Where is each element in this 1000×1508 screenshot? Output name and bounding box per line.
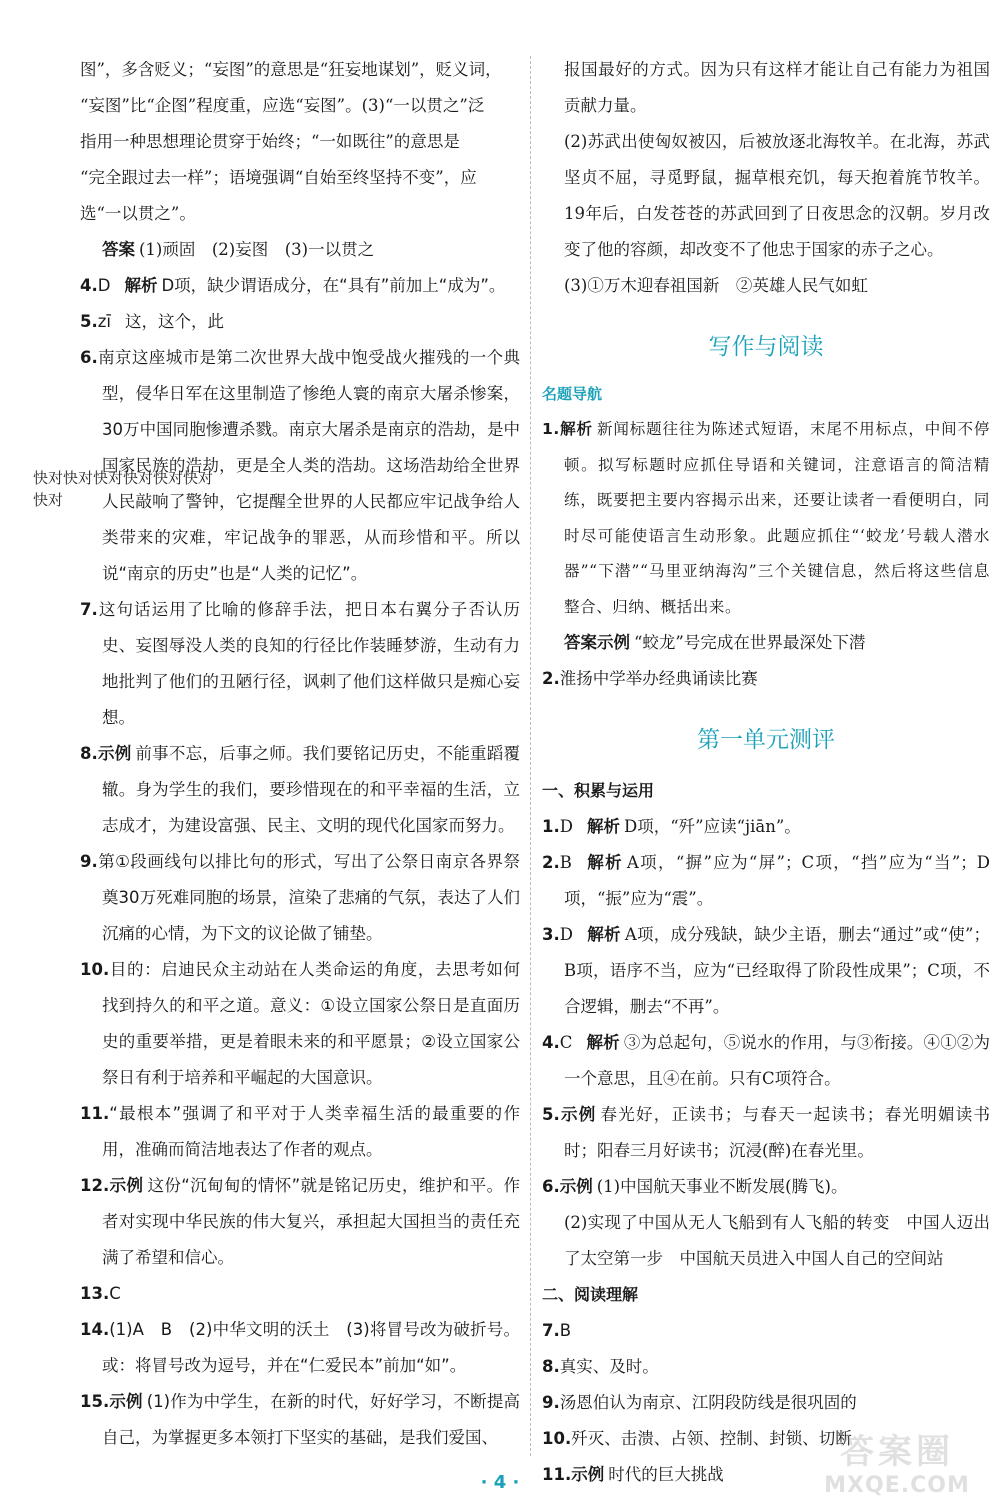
list-item [80, 1276, 520, 1312]
item-number: 4. [80, 276, 98, 295]
item-text: 南京这座城市是第二次世界大战中饱受战火摧残的一个典型，侵华日军在这里制造了惨绝人寰的南京大屠杀惨案，30万中国同胞惨遭杀戮。南京大屠杀是南京的浩劫，是中国家民族的浩劫，更是全人类的浩劫。这场浩劫给全世界人民敲响了警钟，它提醒全世界的人民都应牢记战争给人类带来的灾难，牢记战争的罪恶，从而珍惜和平。所以说“南京的历史”也是“人类的记忆”。 [97, 348, 520, 583]
list-item [542, 1169, 990, 1205]
answer-label: 答案 [102, 240, 135, 259]
item-number: 15. [80, 1392, 110, 1411]
item6-sub: (2)实现了中国从无人飞船到有人飞船的转变 中国人迈出了太空第一步 中国航天员进入中国人自己的空间站 [564, 1213, 990, 1268]
item-label: 示例 [109, 1392, 143, 1411]
item-text: 真实、及时。 [559, 1357, 659, 1376]
item-label: 解析 [586, 1033, 620, 1052]
item-text: 第①段画线句以排比句的形式，写出了公祭日南京各界祭奠30万死难同胞的场景，渲染了悲痛的气氛，表达了人们沉痛的心情，为下文的议论做了铺垫。 [97, 852, 520, 943]
item-answer-choice: D [97, 276, 111, 295]
item-text: 歼灭、击溃、占领、控制、封锁、切断 [571, 1429, 852, 1448]
continuation-15-3: (3)①万木迎春祖国新 ②英雄人民气如虹 [564, 276, 868, 295]
list-item [80, 592, 520, 736]
item-text: 这，这个，此 [125, 312, 224, 331]
item-answer-choice: C [109, 1284, 121, 1303]
overlay-text: 快对快对快对快对快对快对快对 [33, 469, 214, 509]
item-label: 示例 [559, 1105, 597, 1124]
item-number: 1. [542, 817, 560, 836]
item-text: 汤恩伯认为南京、江阴段防线是很巩固的 [559, 1393, 857, 1412]
part1-title: 一、积累与运用 [542, 781, 655, 800]
analysis-label: 解析 [559, 420, 593, 438]
item-number: 10. [542, 1429, 572, 1448]
item-number: 4. [542, 1033, 560, 1052]
q2-text: 淮扬中学举办经典诵读比赛 [559, 669, 758, 688]
list-item [542, 1385, 990, 1421]
intro-line: 选“一以贯之”。 [80, 204, 196, 223]
list-item [542, 809, 990, 845]
right-items [542, 809, 990, 1205]
item-number: 7. [542, 1321, 560, 1340]
item-answer-choice: B [559, 1321, 572, 1340]
item-number: 11. [542, 1465, 572, 1484]
list-item [542, 1025, 990, 1097]
list-item [542, 1097, 990, 1169]
subhead-famous-questions: 名题导航 [542, 385, 603, 403]
item-number: 6. [80, 348, 98, 367]
item-text: D项，“歼”应读“jiān”。 [623, 817, 801, 836]
q1-text: 新闻标题往往为陈述式短语，末尾不用标点，中间不停顿。拟写标题时应抓住导语和关键词，注意语言的简洁精练，既要把主要内容揭示出来，还要让读者一看便明白，同时尽可能使语言生动形象。此题应抓住“‘蛟龙’号载人潜水器”“下潜”“马里亚纳海沟”三个关键信息，然后将这些信息整合、归纳、概括出来。 [564, 420, 991, 616]
item-label: 解析 [586, 925, 621, 944]
list-item [542, 917, 990, 1025]
item-text: 目的：启迪民众主动站在人类命运的角度，去思考如何找到持久的和平之道。意义：①设立国家公祭日是直面历史的重要举措，更是着眼未来的和平愿景；②设立国家公祭日有利于培养和平崛起的大国意识。 [102, 960, 520, 1087]
item-label: 解析 [585, 853, 623, 872]
item-number: 13. [80, 1284, 110, 1303]
list-item [80, 340, 520, 592]
item-text: D项，缺少谓语成分，在“具有”前加上“成为”。 [161, 276, 506, 295]
left-column [80, 52, 520, 1456]
intro-line: “妄图”比“企图”程度重，应选“妄图”。(3)“一以贯之”泛 [80, 96, 485, 115]
item-answer-choice: D [559, 925, 573, 944]
item-label: 示例 [97, 744, 132, 763]
list-item [542, 845, 990, 917]
right-column [542, 52, 990, 1493]
list-item [80, 304, 520, 340]
watermark-logo [802, 1424, 992, 1500]
item-text: 春光好，正读书；与春天一起读书；春光明媚读书时；阳春三月好读书；沉浸(醉)在春光里。 [564, 1105, 991, 1160]
list-item [80, 1168, 520, 1276]
item-number: 8. [542, 1357, 560, 1376]
answer-text: (1)顽固 (2)妄图 (3)一以贯之 [139, 240, 375, 259]
item-text: 前事不忘，后事之师。我们要铭记历史，不能重蹈覆辙。身为学生的我们，要珍惜现在的和平幸福的生活，立志成才，为建设富强、民主、文明的现代化国家而努力。 [102, 744, 521, 835]
page-number: · 4 · [480, 1472, 520, 1493]
list-item [542, 1349, 990, 1385]
answer-example-label: 答案示例 [564, 633, 630, 652]
item-answer-choice: C [559, 1033, 573, 1052]
item-answer-choice: zī [97, 312, 111, 331]
item-number: 5. [80, 312, 98, 331]
list-item [80, 1312, 520, 1384]
item-text: ③为总起句，⑤说水的作用，与③衔接。④①②为一个意思，且④在前。只有C项符合。 [564, 1033, 991, 1088]
item-number: 10. [80, 960, 110, 979]
item-number: 8. [80, 744, 98, 763]
part2-title: 二、阅读理解 [542, 1285, 639, 1304]
item-number: 9. [80, 852, 98, 871]
item-answer-choice: D [559, 817, 573, 836]
left-items [80, 268, 520, 1456]
list-item [80, 1384, 520, 1456]
item-number: 1. [542, 420, 560, 438]
item-text: (1)中国航天事业不断发展(腾飞)。 [596, 1177, 848, 1196]
column-divider [530, 56, 531, 1456]
q2 [542, 661, 990, 697]
q1-analysis [542, 412, 990, 625]
continuation-15-2: (2)苏武出使匈奴被囚，后被放逐北海牧羊。在北海，苏武坚贞不屈，寻觅野鼠，掘草根充饥，每天抱着旄节牧羊。19年后，白发苍苍的苏武回到了日夜思念的汉朝。岁月改变了他的容颜，却改变不了他忠于国家的赤子之心。 [564, 132, 990, 259]
item-number: 3. [542, 925, 560, 944]
item-text: 这份“沉甸甸的情怀”就是铭记历史，维护和平。作者对实现中华民族的伟大复兴，承担起大国担当的责任充满了希望和信心。 [102, 1176, 520, 1267]
list-item [80, 844, 520, 952]
item-text: “最根本”强调了和平对于人类幸福生活的最重要的作用，准确而简洁地表达了作者的观点。 [102, 1104, 520, 1159]
item-number: 5. [542, 1105, 560, 1124]
item-answer-choice: B [559, 853, 572, 872]
list-item [80, 268, 520, 304]
item-text: (1)A B (2)中华文明的沃土 (3)将冒号改为破折号。或：将冒号改为逗号，并在“仁爱民本”前加“如”。 [102, 1320, 520, 1375]
q1-answer [542, 625, 990, 661]
item-number: 9. [542, 1393, 560, 1412]
q1-answer-text: “蛟龙”号完成在世界最深处下潜 [634, 633, 866, 652]
item-text: (1)作为中学生，在新的时代，好好学习，不断提高自己，为掌握更多本领打下坚实的基础，是我们爱国、 [102, 1392, 521, 1447]
answer-line [80, 232, 520, 268]
intro-line: 指用一种思想理论贯穿于始终；“一如既往”的意思是 [80, 132, 460, 151]
list-item [80, 736, 520, 844]
list-item [80, 952, 520, 1096]
item-label: 示例 [571, 1465, 605, 1484]
intro-line: 图”，多含贬义；“妄图”的意思是“狂妄地谋划”，贬义词， [80, 60, 502, 79]
item-number: 7. [80, 600, 98, 619]
intro-line: “完全跟过去一样”；语境强调“自始至终坚持不变”，应 [80, 168, 477, 187]
item-label: 示例 [109, 1176, 144, 1195]
item-number: 11. [80, 1104, 110, 1123]
item-text: A项，“摒”应为“屏”；C项，“挡”应为“当”；D项，“振”应为“震”。 [564, 853, 990, 908]
item-number: 2. [542, 669, 560, 688]
list-item [542, 1313, 990, 1349]
item-number: 14. [80, 1320, 110, 1339]
section-title-unit-test: 第一单元测评 [697, 727, 835, 753]
item-number: 12. [80, 1176, 110, 1195]
item-number: 6. [542, 1177, 560, 1196]
item-text: A项，成分残缺，缺少主语，删去“通过”或“使”；B项，语序不当，应为“已经取得了阶段性成果”；C项，不合逻辑，删去“不再”。 [564, 925, 990, 1016]
item-label: 解析 [124, 276, 158, 295]
item-text: 这句话运用了比喻的修辞手法，把日本右翼分子否认历史、妄图辱没人类的良知的行径比作装睡梦游，生动有力地批判了他们的丑陋行径，讽刺了他们这样做只是痴心妄想。 [97, 600, 520, 727]
section-title-writing: 写作与阅读 [708, 334, 824, 360]
item-text: 时代的巨大挑战 [608, 1465, 724, 1484]
item-label: 示例 [559, 1177, 593, 1196]
watermark-top: 答案圈 [840, 1432, 954, 1472]
continuation-15-1: 报国最好的方式。因为只有这样才能让自己有能力为祖国贡献力量。 [564, 60, 990, 115]
item-number: 2. [542, 853, 560, 872]
watermark-bottom: MXQE.COM [824, 1473, 970, 1498]
item-label: 解析 [586, 817, 620, 836]
list-item [80, 1096, 520, 1168]
intro-block [80, 52, 520, 232]
